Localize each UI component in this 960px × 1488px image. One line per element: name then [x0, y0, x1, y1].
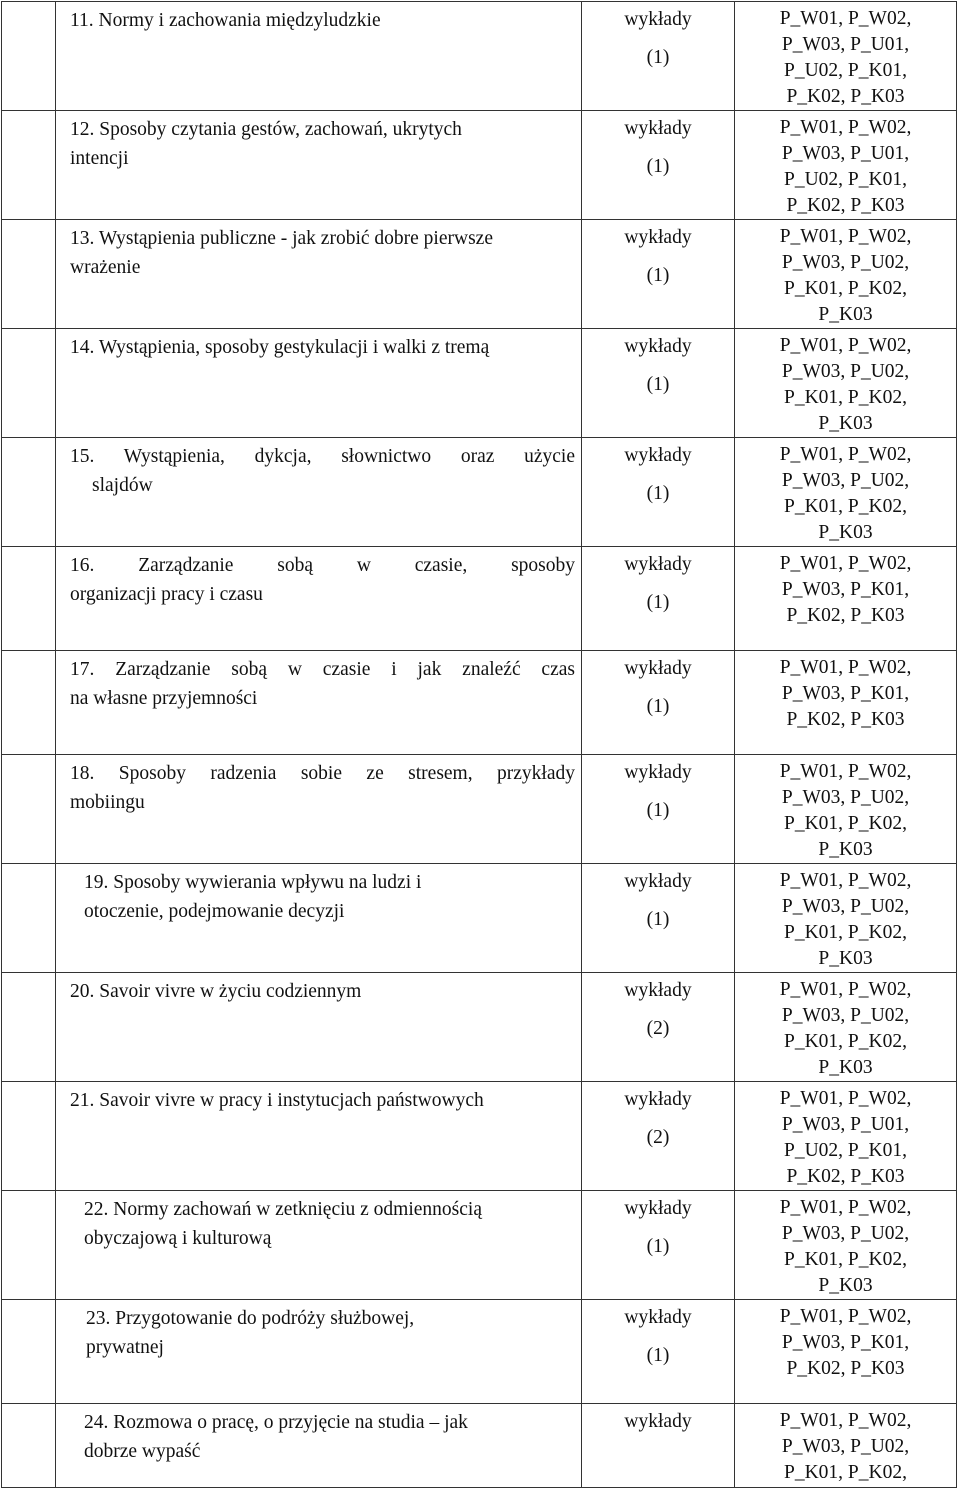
topic-line-continued: slajdów [92, 475, 153, 496]
empty-cell [2, 864, 56, 973]
form-cell [582, 1404, 735, 1488]
topic-cell [56, 329, 582, 438]
topic-text [56, 864, 581, 926]
learning-effects-cell [735, 864, 957, 973]
topic-line: 14. Wystąpienia, sposoby gestykulacji i walki z tremą [70, 337, 490, 358]
topic-text [56, 111, 581, 173]
class-form-label: wykłady [624, 1089, 692, 1110]
learning-effects-cell [735, 1191, 957, 1300]
learning-effect-codes: P_K01, P_K02, [784, 278, 907, 299]
topic-cell [56, 651, 582, 755]
syllabus-table [1, 1, 957, 1488]
topic-line-continued: intencji [70, 148, 129, 169]
learning-effect-codes: P_W03, P_U02, [781, 361, 910, 382]
table-row [2, 864, 957, 973]
learning-effects-cell [735, 438, 957, 547]
learning-effect-codes: P_W01, P_W02, [779, 979, 912, 1000]
topic-line: 13. Wystąpienia publiczne - jak zrobić dobre pierwsze [70, 228, 493, 249]
learning-effect-codes: P_K03 [818, 1275, 873, 1296]
class-form-label: wykłady [624, 445, 692, 466]
learning-effect-codes: P_W01, P_W02, [779, 1410, 912, 1431]
topic-cell [56, 755, 582, 864]
class-form-label: wykłady [624, 1411, 692, 1432]
class-form-label: wykłady [624, 1307, 692, 1328]
learning-effects-cell [735, 973, 957, 1082]
learning-effect-codes: P_K02, P_K03 [786, 195, 905, 216]
topic-text [56, 220, 581, 282]
empty-cell [2, 1404, 56, 1488]
learning-effect-codes: P_U02, P_K01, [784, 169, 907, 190]
empty-cell [2, 1191, 56, 1300]
empty-cell [2, 1300, 56, 1404]
learning-effects-cell [735, 111, 957, 220]
table-row [2, 973, 957, 1082]
learning-effect-codes: P_W03, P_K01, [781, 683, 910, 704]
topic-line: 23. Przygotowanie do podróży służbowej, [86, 1308, 415, 1329]
learning-effect-codes: P_W01, P_W02, [779, 1306, 912, 1327]
learning-effect-codes: P_W03, P_U01, [781, 143, 910, 164]
topic-line: 11. Normy i zachowania międzyludzkie [70, 10, 381, 31]
topic-text [56, 547, 581, 609]
topic-cell [56, 1404, 582, 1488]
learning-effect-codes: P_W03, P_U02, [781, 896, 910, 917]
topic-line: 16. Zarządzanie sobą w czasie, sposoby [70, 555, 575, 576]
class-form-label: wykłady [624, 9, 692, 30]
learning-effect-codes: P_W03, P_U02, [781, 1223, 910, 1244]
table-row [2, 438, 957, 547]
topic-text [56, 438, 581, 500]
hours-count: (1) [646, 696, 670, 717]
class-form-label: wykłady [624, 658, 692, 679]
hours-count: (1) [646, 800, 670, 821]
table-row [2, 2, 957, 111]
topic-line: 24. Rozmowa o pracę, o przyjęcie na studia – jak [84, 1412, 468, 1433]
topic-line-continued: organizacji pracy i czasu [70, 584, 263, 605]
form-cell [582, 220, 735, 329]
learning-effect-codes: P_W01, P_W02, [779, 870, 912, 891]
form-cell [582, 973, 735, 1082]
form-cell [582, 864, 735, 973]
empty-cell [2, 329, 56, 438]
learning-effects-cell [735, 1404, 957, 1488]
form-cell [582, 1300, 735, 1404]
hours-count: (2) [646, 1018, 670, 1039]
class-form-label: wykłady [624, 118, 692, 139]
hours-count: (1) [646, 1236, 670, 1257]
learning-effect-codes: P_K03 [818, 839, 873, 860]
topic-text [56, 755, 581, 817]
class-form-label: wykłady [624, 227, 692, 248]
topic-cell [56, 1082, 582, 1191]
empty-cell [2, 1082, 56, 1191]
topic-cell [56, 973, 582, 1082]
hours-count: (1) [646, 483, 670, 504]
form-cell [582, 2, 735, 111]
topic-cell [56, 220, 582, 329]
learning-effects-cell [735, 755, 957, 864]
topic-text [56, 1300, 581, 1362]
topic-cell [56, 1300, 582, 1404]
table-row [2, 111, 957, 220]
class-form-label: wykłady [624, 762, 692, 783]
learning-effect-codes: P_W01, P_W02, [779, 444, 912, 465]
topic-text [56, 1404, 581, 1466]
learning-effect-codes: P_K02, P_K03 [786, 1358, 905, 1379]
empty-cell [2, 755, 56, 864]
topic-text [56, 651, 581, 713]
empty-cell [2, 2, 56, 111]
table-row [2, 1404, 957, 1488]
topic-line: 22. Normy zachowań w zetknięciu z odmiennością [84, 1199, 482, 1220]
learning-effect-codes: P_W01, P_W02, [779, 1088, 912, 1109]
learning-effect-codes: P_W01, P_W02, [779, 8, 912, 29]
learning-effect-codes: P_W01, P_W02, [779, 226, 912, 247]
learning-effect-codes: P_W03, P_U02, [781, 787, 910, 808]
table-row [2, 1300, 957, 1404]
learning-effect-codes: P_W03, P_U01, [781, 1114, 910, 1135]
hours-count: (1) [646, 592, 670, 613]
topic-text [56, 329, 581, 362]
learning-effect-codes: P_K02, P_K03 [786, 709, 905, 730]
topic-line-continued: na własne przyjemności [70, 688, 258, 709]
learning-effect-codes: P_W03, P_U02, [781, 470, 910, 491]
learning-effect-codes: P_K02, P_K03 [786, 86, 905, 107]
learning-effect-codes: P_W01, P_W02, [779, 553, 912, 574]
class-form-label: wykłady [624, 336, 692, 357]
topic-text [56, 973, 581, 1006]
learning-effects-cell [735, 220, 957, 329]
hours-count: (1) [646, 374, 670, 395]
learning-effect-codes: P_K03 [818, 413, 873, 434]
form-cell [582, 755, 735, 864]
learning-effect-codes: P_K02, P_K03 [786, 1166, 905, 1187]
learning-effect-codes: P_K03 [818, 948, 873, 969]
form-cell [582, 1082, 735, 1191]
topic-line-continued: prywatnej [86, 1337, 164, 1358]
form-cell [582, 329, 735, 438]
table-row [2, 547, 957, 651]
learning-effect-codes: P_K03 [818, 304, 873, 325]
hours-count: (1) [646, 1345, 670, 1366]
learning-effect-codes: P_K01, P_K02, [784, 387, 907, 408]
learning-effect-codes: P_K01, P_K02, [784, 1462, 907, 1483]
form-cell [582, 438, 735, 547]
empty-cell [2, 547, 56, 651]
learning-effect-codes: P_K01, P_K02, [784, 496, 907, 517]
topic-line-continued: wrażenie [70, 257, 141, 278]
learning-effect-codes: P_W01, P_W02, [779, 117, 912, 138]
learning-effect-codes: P_W03, P_U02, [781, 1005, 910, 1026]
topic-line: 17. Zarządzanie sobą w czasie i jak znaleźć czas [70, 659, 575, 680]
topic-cell [56, 111, 582, 220]
table-row [2, 755, 957, 864]
learning-effect-codes: P_K01, P_K02, [784, 1249, 907, 1270]
learning-effects-cell [735, 329, 957, 438]
learning-effects-cell [735, 1300, 957, 1404]
hours-count: (1) [646, 156, 670, 177]
hours-count: (2) [646, 1127, 670, 1148]
form-cell [582, 651, 735, 755]
table-row [2, 220, 957, 329]
topic-cell [56, 2, 582, 111]
topic-text [56, 1191, 581, 1253]
topic-line: 20. Savoir vivre w życiu codziennym [70, 981, 362, 1002]
learning-effects-cell [735, 1082, 957, 1191]
learning-effects-cell [735, 2, 957, 111]
learning-effect-codes: P_K01, P_K02, [784, 813, 907, 834]
learning-effect-codes: P_W03, P_U02, [781, 252, 910, 273]
table-row [2, 1191, 957, 1300]
learning-effects-cell [735, 547, 957, 651]
learning-effects-cell [735, 651, 957, 755]
topic-line-continued: obyczajową i kulturową [84, 1228, 272, 1249]
empty-cell [2, 438, 56, 547]
topic-text [56, 1082, 581, 1115]
topic-line: 18. Sposoby radzenia sobie ze stresem, przykłady [70, 763, 575, 784]
topic-cell [56, 547, 582, 651]
empty-cell [2, 220, 56, 329]
learning-effect-codes: P_W03, P_K01, [781, 1332, 910, 1353]
hours-count: (1) [646, 265, 670, 286]
topic-cell [56, 438, 582, 547]
hours-count: (1) [646, 909, 670, 930]
class-form-label: wykłady [624, 1198, 692, 1219]
learning-effect-codes: P_W01, P_W02, [779, 657, 912, 678]
class-form-label: wykłady [624, 980, 692, 1001]
learning-effect-codes: P_W01, P_W02, [779, 335, 912, 356]
topic-line-continued: otoczenie, podejmowanie decyzji [84, 901, 345, 922]
hours-count: (1) [646, 47, 670, 68]
learning-effect-codes: P_W01, P_W02, [779, 761, 912, 782]
learning-effect-codes: P_K02, P_K03 [786, 605, 905, 626]
form-cell [582, 111, 735, 220]
learning-effect-codes: P_U02, P_K01, [784, 1140, 907, 1161]
learning-effect-codes: P_U02, P_K01, [784, 60, 907, 81]
topic-cell [56, 864, 582, 973]
empty-cell [2, 111, 56, 220]
class-form-label: wykłady [624, 554, 692, 575]
learning-effect-codes: P_K01, P_K02, [784, 1031, 907, 1052]
learning-effect-codes: P_W03, P_K01, [781, 579, 910, 600]
topic-line-continued: mobiingu [70, 792, 145, 813]
class-form-label: wykłady [624, 871, 692, 892]
learning-effect-codes: P_W03, P_U01, [781, 34, 910, 55]
form-cell [582, 547, 735, 651]
empty-cell [2, 973, 56, 1082]
form-cell [582, 1191, 735, 1300]
learning-effect-codes: P_K01, P_K02, [784, 922, 907, 943]
topic-line-continued: dobrze wypaść [84, 1441, 201, 1462]
topic-text [56, 2, 581, 35]
topic-line: 15. Wystąpienia, dykcja, słownictwo oraz użycie [70, 446, 575, 467]
empty-cell [2, 651, 56, 755]
learning-effect-codes: P_W03, P_U02, [781, 1436, 910, 1457]
learning-effect-codes: P_W01, P_W02, [779, 1197, 912, 1218]
topic-line: 19. Sposoby wywierania wpływu na ludzi i [84, 872, 422, 893]
topic-cell [56, 1191, 582, 1300]
table-row [2, 1082, 957, 1191]
topic-line: 12. Sposoby czytania gestów, zachowań, ukrytych [70, 119, 462, 140]
topic-line: 21. Savoir vivre w pracy i instytucjach państwowych [70, 1090, 484, 1111]
learning-effect-codes: P_K03 [818, 1057, 873, 1078]
table-row [2, 651, 957, 755]
syllabus-table-body [2, 2, 957, 1488]
learning-effect-codes: P_K03 [818, 522, 873, 543]
table-row [2, 329, 957, 438]
